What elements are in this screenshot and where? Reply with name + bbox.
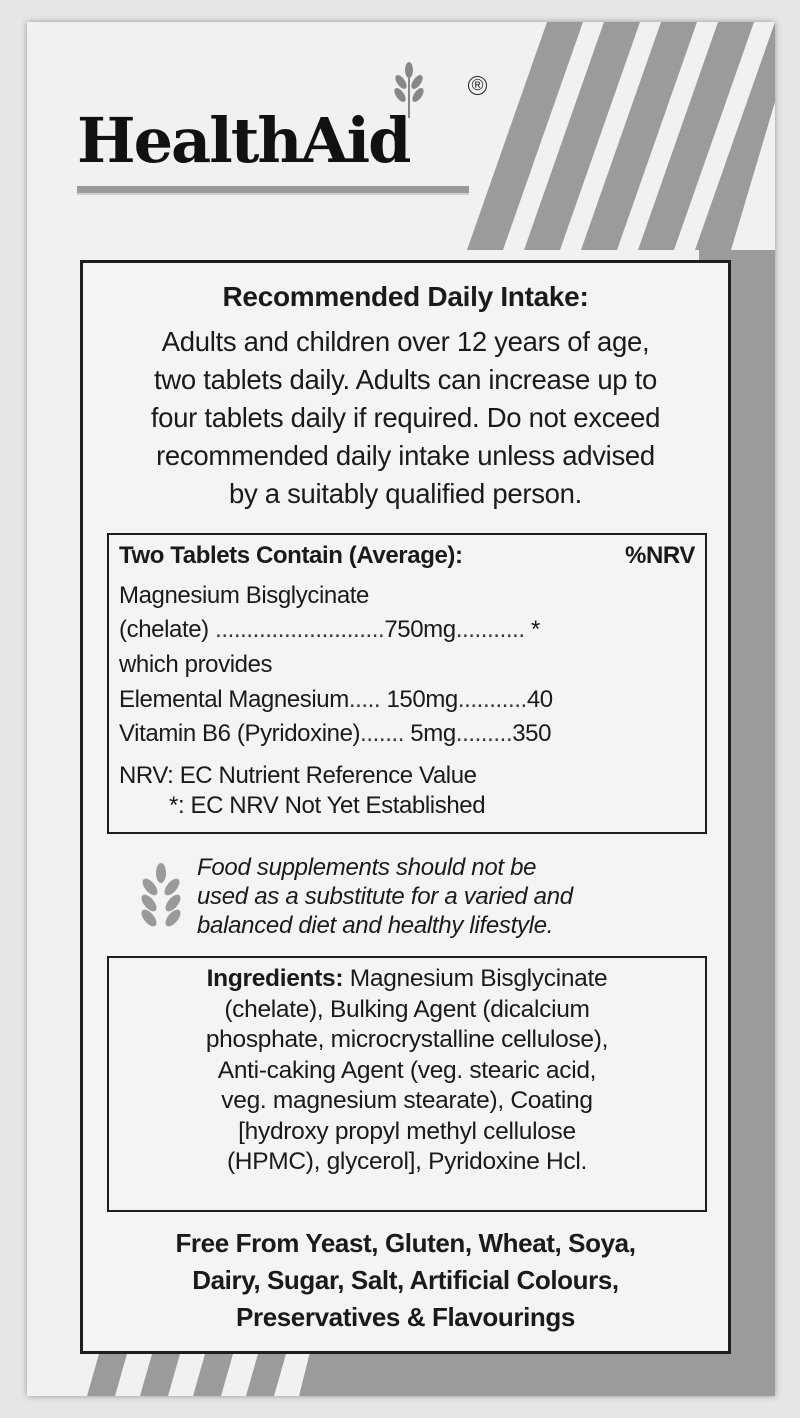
ingredients-line: phosphate, microcrystalline cellulose), — [205, 1026, 609, 1053]
rdi-line: Adults and children over 12 years of age, — [161, 326, 650, 357]
free-from-line: Dairy, Sugar, Salt, Artificial Colours, — [192, 1265, 619, 1295]
rdi-body — [83, 323, 728, 513]
nutrition-row — [119, 581, 695, 611]
nrv-note — [119, 761, 695, 791]
ingredients-line: [hydroxy propyl methyl cellulose — [238, 1117, 576, 1145]
nutrient-amount: 750mg — [384, 616, 456, 643]
leader-dots: ........... — [457, 686, 527, 713]
nutrition-row — [119, 650, 695, 680]
leader-dots: ........... — [455, 616, 525, 643]
rdi-line: four tablets daily if required. Do not exceed — [150, 402, 661, 433]
brand-name: HealthAid — [77, 104, 410, 177]
disclaimer — [133, 853, 693, 943]
note-key: NRV: — [119, 762, 174, 789]
note-text: EC Nutrient Reference Value — [179, 762, 477, 789]
nutrient-name: Magnesium Bisglycinate — [119, 582, 369, 609]
ingredients-line: veg. magnesium stearate), Coating — [221, 1087, 593, 1114]
nutrient-amount: 5mg — [410, 720, 456, 747]
nutrient-name: Elemental Magnesium — [119, 686, 349, 713]
disclaimer-text — [197, 853, 697, 940]
rdi-line: recommended daily intake unless advised — [156, 440, 655, 471]
nutrition-table — [107, 533, 707, 834]
nrv-header: %NRV — [625, 542, 695, 569]
nutrition-header: Two Tablets Contain (Average): — [119, 542, 463, 569]
nutrition-row — [119, 719, 695, 749]
leader-dots: ....... — [360, 720, 405, 747]
nutrient-nrv: 40 — [526, 686, 553, 713]
free-from-statement — [83, 1225, 728, 1336]
rdi-line: two tablets daily. Adults can increase up to — [154, 364, 657, 395]
logo-underline — [77, 186, 469, 195]
free-from-line: Preservatives & Flavourings — [236, 1302, 575, 1332]
disclaimer-line: used as a substitute for a varied and — [197, 883, 573, 910]
ingredients-box — [107, 956, 707, 1212]
leader-dots: ......... — [455, 720, 513, 747]
rdi-title: Recommended Daily Intake: — [222, 281, 589, 312]
brand-logo — [77, 62, 507, 222]
leader-dots: ..... — [348, 686, 381, 713]
nutrient-name: Vitamin B6 (Pyridoxine) — [119, 720, 361, 747]
note-key: *: — [169, 792, 185, 819]
rdi-line: by a suitably qualified person. — [228, 478, 582, 509]
note-text: EC NRV Not Yet Established — [190, 792, 486, 819]
ingredients-line: Anti-caking Agent (veg. stearic acid, — [217, 1056, 597, 1084]
disclaimer-line: balanced diet and healthy lifestyle. — [197, 912, 554, 939]
nrv-note — [169, 791, 689, 821]
nutrition-row — [119, 685, 695, 715]
ingredients-label: Ingredients: — [206, 965, 344, 992]
nutrition-row — [119, 615, 695, 645]
nutrient-nrv: * — [530, 616, 540, 643]
nutrient-name: (chelate) — [119, 616, 209, 643]
product-label — [27, 22, 775, 1396]
nutrient-nrv: 350 — [512, 720, 552, 747]
wheat-ear-icon — [133, 863, 189, 931]
free-from-line: Free From Yeast, Gluten, Wheat, Soya, — [175, 1228, 636, 1258]
info-panel — [80, 260, 731, 1354]
ingredients-line: Magnesium Bisglycinate — [343, 965, 608, 992]
registered-mark: ® — [468, 76, 487, 95]
ingredients-line: (HPMC), glycerol], Pyridoxine Hcl. — [226, 1148, 588, 1175]
ingredients-line: (chelate), Bulking Agent (dicalcium — [224, 995, 590, 1023]
nutrition-header-row — [119, 541, 695, 571]
nutrient-amount: 150mg — [386, 686, 458, 713]
nutrient-name: which provides — [119, 651, 273, 678]
disclaimer-line: Food supplements should not be — [197, 854, 537, 881]
leader-dots: ........................... — [215, 616, 385, 643]
ingredients-text — [119, 964, 695, 1178]
